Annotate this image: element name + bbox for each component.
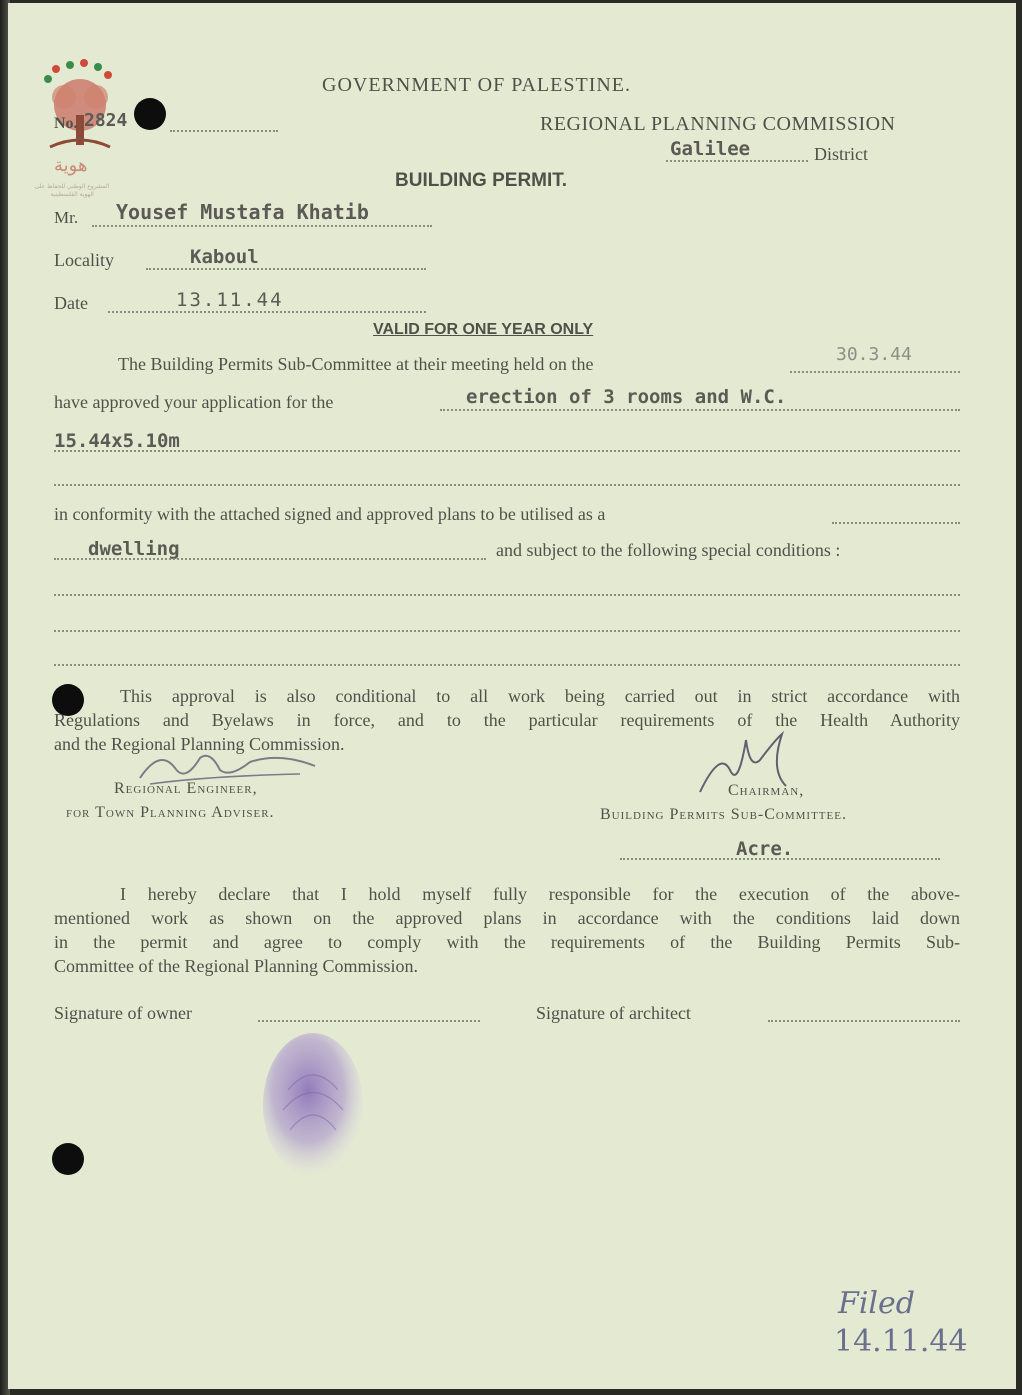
permit-number-value: 2824	[84, 110, 128, 131]
conformity-text: in conformity with the attached signed and approved plans to be utilised as a	[54, 504, 606, 524]
condition-paragraph	[54, 684, 960, 756]
use-dotted-line	[54, 558, 486, 560]
meeting-date: 30.3.44	[836, 344, 912, 365]
declaration-line: I hereby declare that I hold myself fully responsible for the execution of the above-	[120, 884, 960, 904]
meeting-dotted-line	[790, 371, 960, 373]
special-conditions-text: and subject to the following special conditions :	[496, 540, 841, 560]
condition-line: and the Regional Planning Commission.	[54, 734, 345, 754]
validity-notice: VALID FOR ONE YEAR ONLY	[373, 321, 594, 338]
logo-tagline: المشروع الوطني للحفاظ على الهوية الفلسطينية	[34, 183, 110, 198]
name-dotted-line	[92, 225, 432, 227]
permit-number-label: No.	[54, 115, 78, 132]
place-dotted-line	[620, 858, 940, 860]
mr-label: Mr.	[54, 208, 79, 227]
conditions-dotted-line	[54, 664, 960, 666]
district-label: District	[814, 144, 868, 164]
punch-hole	[52, 1143, 84, 1175]
dimensions-dotted-line	[54, 450, 960, 452]
government-heading: GOVERNMENT OF PALESTINE.	[322, 74, 632, 96]
conditions-dotted-line	[54, 630, 960, 632]
date-dotted-line	[108, 311, 426, 313]
declaration-paragraph	[54, 882, 960, 978]
filed-note: Filed	[838, 1286, 915, 1321]
declaration-line: in the permit and agree to comply with the requirements of the Building Permits Sub-	[54, 932, 960, 952]
filed-date: 14.11.44	[834, 1324, 968, 1359]
work-description: erection of 3 rooms and W.C.	[466, 386, 787, 408]
approved-text: have approved your application for the	[54, 392, 334, 412]
meeting-text: The Building Permits Sub-Committee at their meeting held on the	[118, 354, 594, 374]
heritage-logo	[34, 55, 120, 225]
architect-signature-label: Signature of architect	[536, 1003, 691, 1023]
district-value: Galilee	[670, 138, 751, 160]
chairman-title: Chairman,	[728, 782, 805, 799]
issuing-place: Acre.	[736, 838, 794, 860]
condition-line: Regulations and Byelaws in force, and to the particular requirements of the Health Authority	[54, 710, 960, 730]
declaration-line: Committee of the Regional Planning Commission.	[54, 956, 418, 976]
locality-dotted-line	[146, 268, 426, 270]
blank-dotted-line	[54, 484, 960, 486]
engineer-for: for Town Planning Adviser.	[66, 804, 275, 821]
intended-use: dwelling	[88, 538, 180, 560]
conformity-dotted-line	[832, 522, 960, 524]
form-title: BUILDING PERMIT.	[395, 170, 568, 191]
owner-signature-line	[258, 1020, 480, 1022]
dimensions: 15.44x5.10m	[54, 430, 180, 452]
punch-hole	[134, 98, 166, 130]
engineer-title: Regional Engineer,	[114, 780, 258, 797]
logo-caption: هوية	[54, 155, 88, 176]
commission-heading: REGIONAL PLANNING COMMISSION	[540, 113, 896, 135]
locality-value: Kaboul	[190, 246, 259, 268]
number-dotted-line	[170, 130, 278, 132]
tree-logo-icon	[40, 55, 120, 155]
condition-line: This approval is also conditional to all work being carried out in strict accordance with	[120, 686, 960, 706]
owner-signature-label: Signature of owner	[54, 1003, 192, 1023]
locality-label: Locality	[54, 250, 114, 270]
work-dotted-line	[440, 409, 960, 411]
architect-signature-line	[768, 1020, 960, 1022]
date-value: 13.11.44	[176, 289, 284, 311]
thumbprint-icon	[258, 1030, 368, 1180]
conditions-dotted-line	[54, 594, 960, 596]
declaration-line: mentioned work as shown on the approved plans in accordance with the conditions laid down	[54, 908, 960, 928]
chairman-committee: Building Permits Sub-Committee.	[600, 806, 847, 823]
applicant-name: Yousef Mustafa Khatib	[116, 200, 369, 224]
district-dotted-line	[666, 160, 808, 162]
date-label: Date	[54, 293, 88, 313]
